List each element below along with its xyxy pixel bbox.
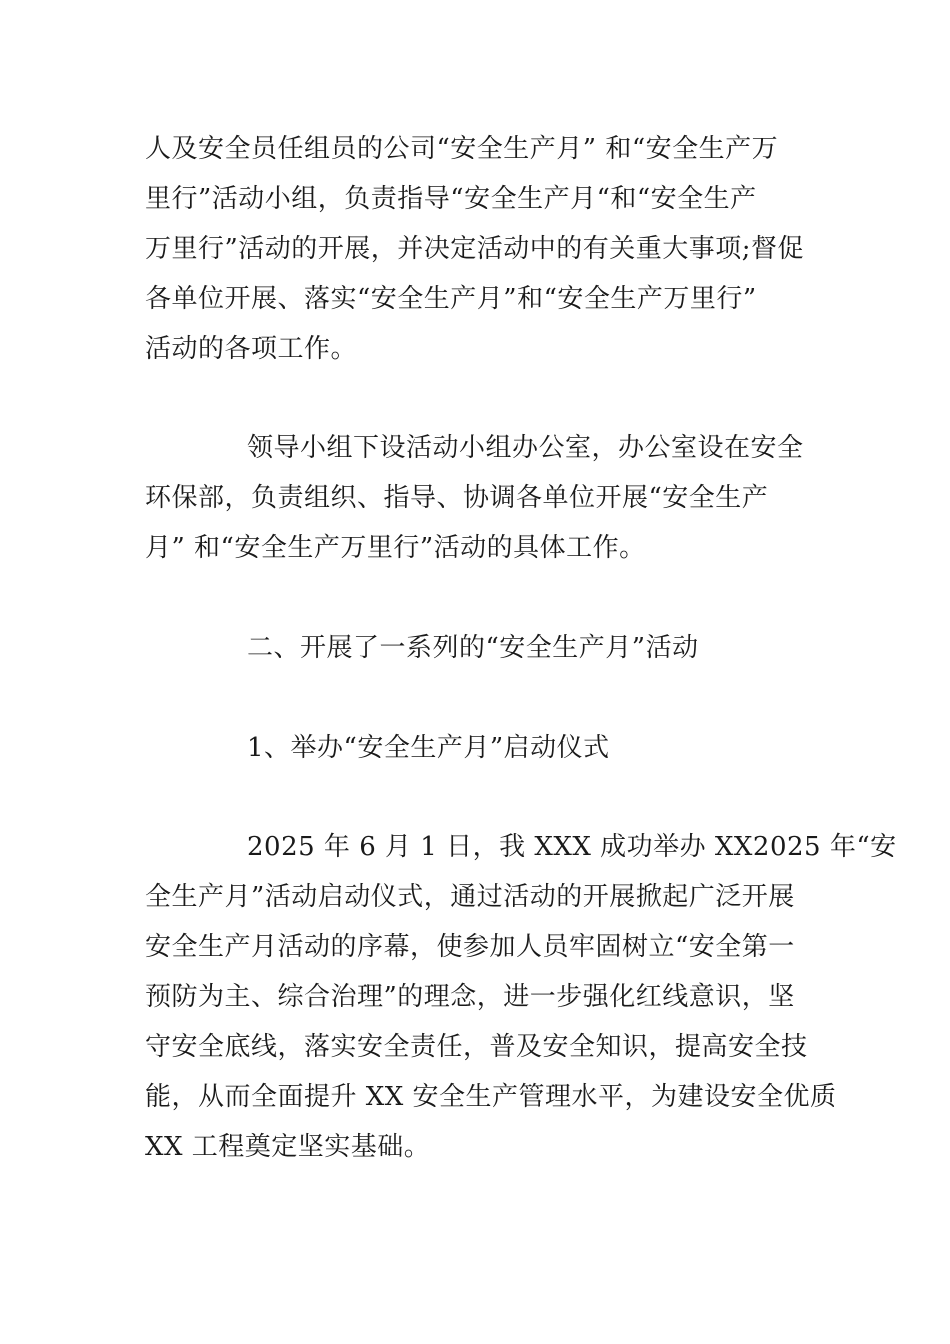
section-heading: 二、开展了一系列的“安全生产月”活动 — [247, 633, 699, 663]
paragraph-line: 环保部，负责组织、指导、协调各单位开展“安全生产 — [145, 483, 769, 513]
paragraph-line: 月” 和“安全生产万里行”活动的具体工作。 — [145, 533, 646, 563]
paragraph-line: 2025 年 6 月 1 日，我 XXX 成功举办 XX2025 年“安 — [247, 832, 897, 862]
paragraph-line: 人及安全员任组员的公司“安全生产月” 和“安全生产万 — [145, 134, 779, 164]
paragraph-line: 守安全底线，落实安全责任，普及安全知识，提高安全技 — [145, 1032, 808, 1062]
paragraph-line: 全生产月”活动启动仪式，通过活动的开展掀起广泛开展 — [145, 882, 795, 912]
paragraph-line: XX 工程奠定坚实基础。 — [145, 1132, 431, 1162]
paragraph-line: 里行”活动小组，负责指导“安全生产月“和“安全生产 — [145, 184, 757, 214]
paragraph-line: 万里行”活动的开展，并决定活动中的有关重大事项;督促 — [145, 234, 805, 264]
paragraph-line: 安全生产月活动的序幕，使参加人员牢固树立“安全第一 — [145, 932, 795, 962]
paragraph-line: 各单位开展、落实“安全生产月”和“安全生产万里行” — [145, 284, 757, 314]
paragraph-line: 能，从而全面提升 XX 安全生产管理水平，为建设安全优质 — [145, 1082, 837, 1112]
paragraph-line: 活动的各项工作。 — [145, 334, 358, 364]
sub-heading: 1、举办“安全生产月”启动仪式 — [247, 733, 610, 763]
paragraph-line: 预防为主、综合治理”的理念，进一步强化红线意识，坚 — [145, 982, 795, 1012]
paragraph-line: 领导小组下设活动小组办公室，办公室设在安全 — [247, 433, 804, 463]
